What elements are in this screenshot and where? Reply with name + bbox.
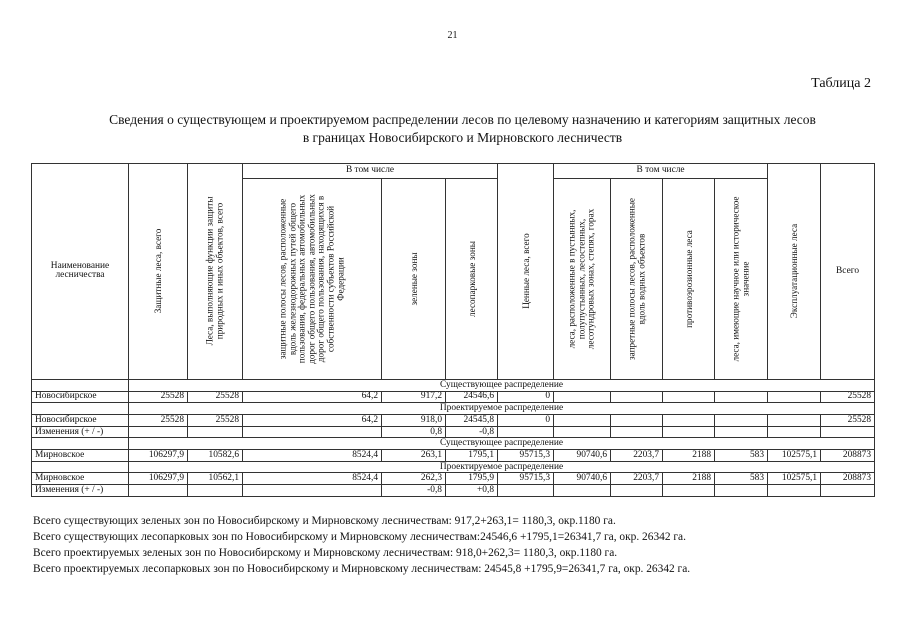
table-row <box>32 391 875 403</box>
table-row <box>32 426 875 438</box>
header-protective-total: Защитные леса, всего <box>129 164 188 380</box>
section-title: Проектируемое распределение <box>129 403 875 415</box>
header-row-1 <box>32 164 875 179</box>
table-cell: 95715,3 <box>498 473 554 485</box>
table-cell: 24545,8 <box>446 415 498 427</box>
header-desert: леса, расположенные в пустынных, полупустынных, лесостепных, лесотундровых зонах, степях, горах <box>554 178 611 379</box>
table-cell: 64,2 <box>243 391 382 403</box>
header-erosion: противоэрозионные леса <box>663 178 715 379</box>
table-cell: 90740,6 <box>554 473 611 485</box>
table-cell: 263,1 <box>382 450 446 462</box>
table-cell: 0 <box>498 391 554 403</box>
table-cell: +0,8 <box>446 485 498 497</box>
table-cell: 1795,9 <box>446 473 498 485</box>
row-name: Новосибирское <box>32 415 129 427</box>
table-cell: 95715,3 <box>498 450 554 462</box>
note-line: Всего существующих зеленых зон по Новосибирскому и Мирновскому лесничествам: 917,2+263,1= 1180,3, окр.1180 га. <box>33 515 616 527</box>
table-cell: 583 <box>715 450 768 462</box>
table-cell: -0,8 <box>382 485 446 497</box>
section-blank-cell <box>32 379 129 391</box>
table-cell: 2188 <box>663 473 715 485</box>
note-line: Всего проектируемых зеленых зон по Новосибирскому и Мирновскому лесничествам: 918,0+262,3= 1180,3, окр.1180 га. <box>33 547 618 559</box>
section-blank-cell <box>32 461 129 473</box>
note-line: Всего проектируемых лесопарковых зон по Новосибирскому и Мирновскому лесничествам: 24545,8 +1795,9=26341,7 га, окр. 26342 га. <box>33 563 691 575</box>
heading-line-1: Сведения о существующем и проектируемом распределении лесов по целевому назначению и категориям защитных лесов <box>109 112 816 127</box>
forest-distribution-table <box>31 163 875 497</box>
table-cell <box>611 391 663 403</box>
table-cell <box>188 426 243 438</box>
table-cell: 102575,1 <box>768 450 821 462</box>
table-cell: 2203,7 <box>611 450 663 462</box>
table-cell: 102575,1 <box>768 473 821 485</box>
table-cell <box>129 485 188 497</box>
table-cell <box>498 426 554 438</box>
table-cell <box>821 485 875 497</box>
table-cell <box>129 426 188 438</box>
table-heading <box>40 111 885 147</box>
table-cell: 2188 <box>663 450 715 462</box>
table-cell: 0 <box>498 415 554 427</box>
notes <box>33 513 690 577</box>
section-blank-cell <box>32 438 129 450</box>
table-cell: 208873 <box>821 450 875 462</box>
table-cell: 1795,1 <box>446 450 498 462</box>
table-cell: 10582,6 <box>188 450 243 462</box>
row-name: Новосибирское <box>32 391 129 403</box>
table-row <box>32 485 875 497</box>
table-cell <box>663 415 715 427</box>
header-green: зеленые зоны <box>382 178 446 379</box>
table-cell <box>554 391 611 403</box>
header-park: лесопарковые зоны <box>446 178 498 379</box>
header-roadside: защитные полосы лесов, расположенные вдоль железнодорожных путей общего пользования, федеральных автомобильных дорог общего пользования, автомобильных дорог общего пользования, находящихся в собственности субъектов Российской Федерации <box>243 178 382 379</box>
page-number: 21 <box>447 30 458 41</box>
section-row <box>32 403 875 415</box>
table-cell <box>663 391 715 403</box>
note-line: Всего существующих лесопарковых зон по Новосибирскому и Мирновскому лесничествам:24546,6 +1795,1=26341,7 га, окр. 26342 га. <box>33 531 686 543</box>
section-title: Существующее распределение <box>129 379 875 391</box>
table-cell: -0,8 <box>446 426 498 438</box>
table-cell <box>611 485 663 497</box>
table-cell <box>188 485 243 497</box>
table-cell <box>715 415 768 427</box>
table-cell <box>715 391 768 403</box>
header-exploitation: Эксплуатационные леса <box>768 164 821 380</box>
table-cell <box>768 391 821 403</box>
table-cell <box>243 485 382 497</box>
row-name: Изменения (+ / -) <box>32 426 129 438</box>
header-historic: леса, имеющие научное или историческое значение <box>715 178 768 379</box>
table-cell: 64,2 <box>243 415 382 427</box>
table-cell <box>768 426 821 438</box>
table-cell <box>663 426 715 438</box>
table-cell <box>715 426 768 438</box>
table-cell <box>498 485 554 497</box>
table-label: Таблица 2 <box>811 76 871 91</box>
table-cell <box>768 415 821 427</box>
table-cell: 917,2 <box>382 391 446 403</box>
table-cell: 90740,6 <box>554 450 611 462</box>
table-cell: 25528 <box>188 391 243 403</box>
table-cell: 262,3 <box>382 473 446 485</box>
table-row <box>32 415 875 427</box>
table-cell: 106297,9 <box>129 473 188 485</box>
section-row <box>32 438 875 450</box>
table-row <box>32 473 875 485</box>
table-cell: 106297,9 <box>129 450 188 462</box>
table-cell <box>243 426 382 438</box>
header-name: Наименование лесничества <box>32 164 129 380</box>
header-total: Всего <box>821 164 875 380</box>
section-row <box>32 461 875 473</box>
table-cell <box>768 485 821 497</box>
table-cell: 583 <box>715 473 768 485</box>
table-cell <box>554 426 611 438</box>
header-group-1: В том числе <box>243 164 498 179</box>
table-cell: 8524,4 <box>243 473 382 485</box>
row-name: Мирновское <box>32 450 129 462</box>
table-cell: 918,0 <box>382 415 446 427</box>
table-cell: 25528 <box>821 391 875 403</box>
table-cell <box>554 485 611 497</box>
table-cell: 24546,6 <box>446 391 498 403</box>
section-title: Существующее распределение <box>129 438 875 450</box>
table-cell: 8524,4 <box>243 450 382 462</box>
table-cell: 25528 <box>188 415 243 427</box>
header-valuable-total: Ценные леса, всего <box>498 164 554 380</box>
table-cell <box>611 415 663 427</box>
table-cell: 25528 <box>821 415 875 427</box>
table-cell <box>554 415 611 427</box>
table-cell: 2203,7 <box>611 473 663 485</box>
table-cell: 0,8 <box>382 426 446 438</box>
table-cell: 25528 <box>129 391 188 403</box>
header-nature-protection: Леса, выполняющие функции защиты природных и иных объектов, всего <box>188 164 243 380</box>
header-group-2: В том числе <box>554 164 768 179</box>
section-title: Проектируемое распределение <box>129 461 875 473</box>
header-water: запретные полосы лесов, расположенные вдоль водных объектов <box>611 178 663 379</box>
heading-line-2: в границах Новосибирского и Мирновского лесничеств <box>302 130 623 145</box>
row-name: Изменения (+ / -) <box>32 485 129 497</box>
table-cell: 25528 <box>129 415 188 427</box>
table-cell <box>715 485 768 497</box>
section-row <box>32 379 875 391</box>
row-name: Мирновское <box>32 473 129 485</box>
table-cell <box>663 485 715 497</box>
table-cell: 208873 <box>821 473 875 485</box>
table-row <box>32 450 875 462</box>
table-cell: 10562,1 <box>188 473 243 485</box>
section-blank-cell <box>32 403 129 415</box>
table-cell <box>611 426 663 438</box>
table-cell <box>821 426 875 438</box>
